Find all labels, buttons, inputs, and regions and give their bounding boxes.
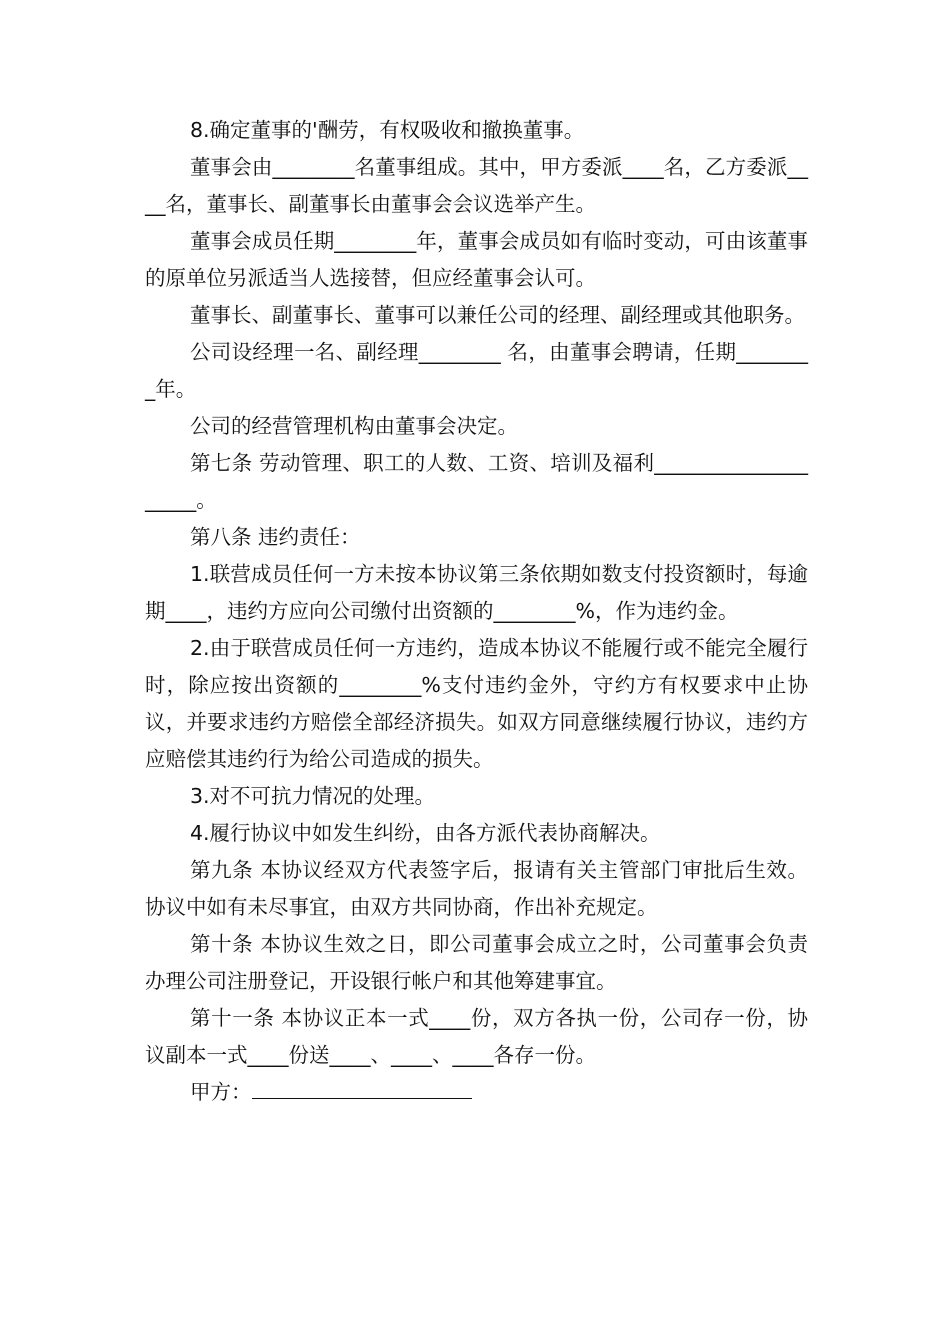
board-concurrent-roles: 董事长、副董事长、董事可以兼任公司的经理、副经理或其他职务。 <box>190 303 805 327</box>
manager-appointment: 公司设经理一名、副经理________ 名，由董事会聘请，任期________年。 <box>145 340 808 401</box>
article-10: 第十条 本协议生效之日，即公司董事会成立之时，公司董事会负责办理公司注册登记，开设银行帐户和其他筹建事宜。 <box>145 932 808 993</box>
document-body <box>145 112 808 1111</box>
article-8-item-1: 1.联营成员任何一方未按本协议第三条依期如数支付投资额时，每逾期____，违约方应向公司缴付出资额的________%，作为违约金。 <box>145 562 808 623</box>
signature-line <box>252 1074 472 1099</box>
article-8-item-4: 4.履行协议中如发生纠纷，由各方派代表协商解决。 <box>190 821 661 845</box>
board-term: 董事会成员任期________年，董事会成员如有临时变动，可由该董事的原单位另派适当人选接替，但应经董事会认可。 <box>145 229 808 290</box>
board-composition: 董事会由________名董事组成。其中，甲方委派____名，乙方委派____名，董事长、副董事长由董事会会议选举产生。 <box>145 155 808 216</box>
signature-party-a <box>145 1074 808 1111</box>
clause-8-remuneration: 8.确定董事的'酬劳，有权吸收和撤换董事。 <box>190 118 585 142</box>
article-8-heading: 第八条 违约责任： <box>190 525 361 549</box>
article-11: 第十一条 本协议正本一式____份，双方各执一份，公司存一份，协议副本一式____份送____、____、____各存一份。 <box>145 1006 808 1067</box>
article-8-item-2: 2.由于联营成员任何一方违约，造成本协议不能履行或不能完全履行时，除应按出资额的________%支付违约金外，守约方有权要求中止协议，并要求违约方赔偿全部经济损失。如双方同意继续履行协议，违约方应赔偿其违约行为给公司造成的损失。 <box>145 636 808 771</box>
article-7-labor: 第七条 劳动管理、职工的人数、工资、培训及福利____________________。 <box>145 451 808 512</box>
signature-label: 甲方： <box>190 1080 252 1104</box>
management-structure: 公司的经营管理机构由董事会决定。 <box>190 414 518 438</box>
article-8-item-3: 3.对不可抗力情况的处理。 <box>190 784 436 808</box>
article-9: 第九条 本协议经双方代表签字后，报请有关主管部门审批后生效。协议中如有未尽事宜，由双方共同协商，作出补充规定。 <box>145 858 808 919</box>
